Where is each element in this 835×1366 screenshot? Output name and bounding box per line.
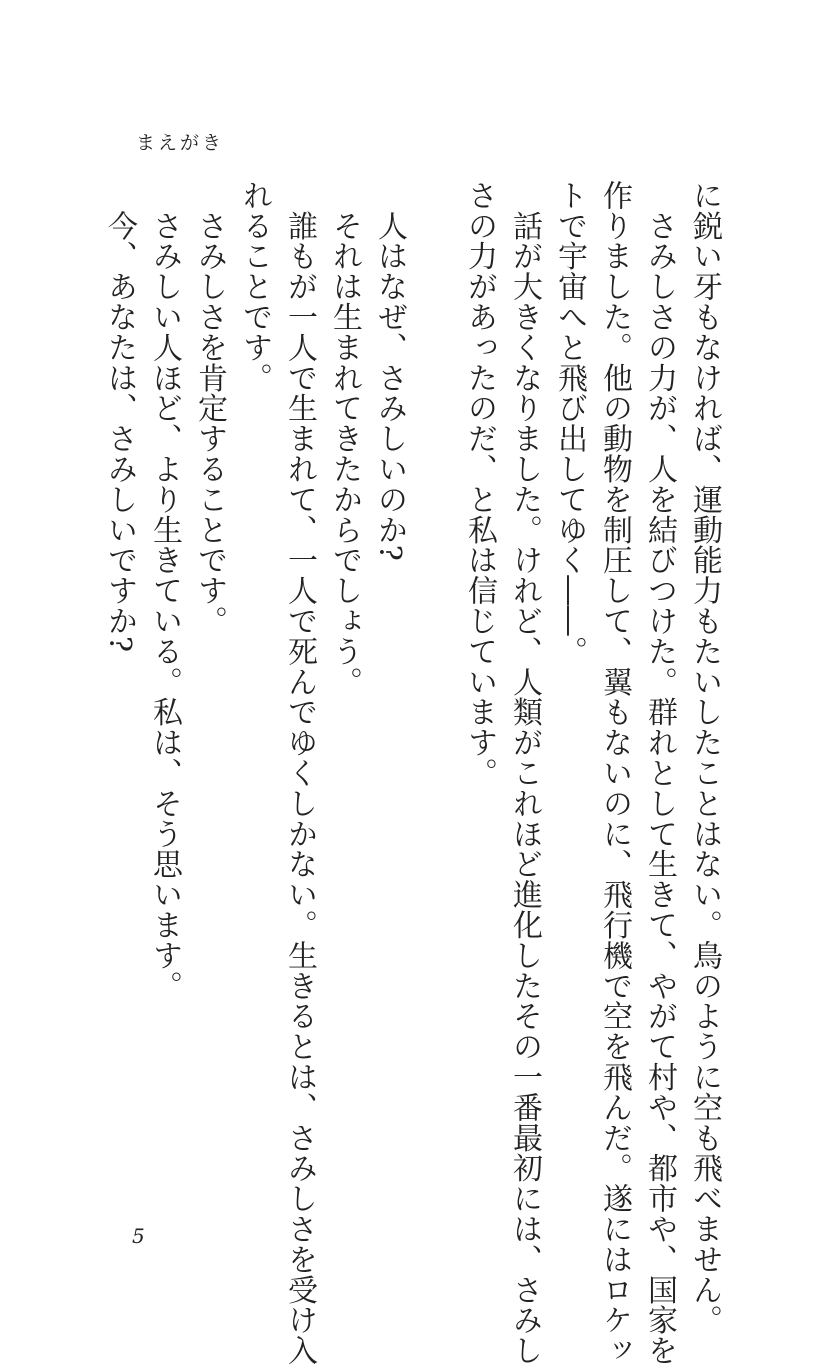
body-text	[97, 180, 727, 1366]
text-line: 作りました。他の動物を制圧して、翼もないのに、飛行機で空を飛んだ。遂にはロケッ	[597, 180, 632, 1366]
text-line: さみしさを肯定することです。	[192, 180, 227, 636]
running-head: まえがき	[136, 132, 225, 154]
paragraph-2	[97, 180, 412, 1366]
text-line: さみしさの力が、人を結びつけた。群れとして生きて、やがて村や、都市や、国家を	[642, 180, 677, 1366]
text-line: 今、あなたは、さみしいですか?	[102, 180, 137, 653]
text-line: トで宇宙へと飛び出してゆく――。	[552, 180, 587, 667]
page-number: 5	[132, 1224, 145, 1248]
text-line: れることです。	[237, 180, 272, 393]
text-line: それは生まれてきたからでしょう。	[327, 180, 362, 697]
text-line: 話が大きくなりました。けれど、人類がこれほど進化したその一番最初には、さみし	[507, 180, 542, 1366]
text-line: 人はなぜ、さみしいのか?	[372, 180, 407, 562]
paragraph-1	[457, 180, 727, 1366]
text-line: さの力があったのだ、と私は信じています。	[462, 180, 497, 788]
text-line: 誰もが一人で生まれて、一人で死んでゆくしかない。生きるとは、さみしさを受け入	[282, 180, 317, 1366]
text-line: さみしい人ほど、より生きている。私は、そう思います。	[147, 180, 182, 1001]
text-line: に鋭い牙もなければ、運動能力もたいしたことはない。鳥のように空も飛べません。	[687, 180, 722, 1336]
paragraph-gap	[412, 180, 457, 1230]
